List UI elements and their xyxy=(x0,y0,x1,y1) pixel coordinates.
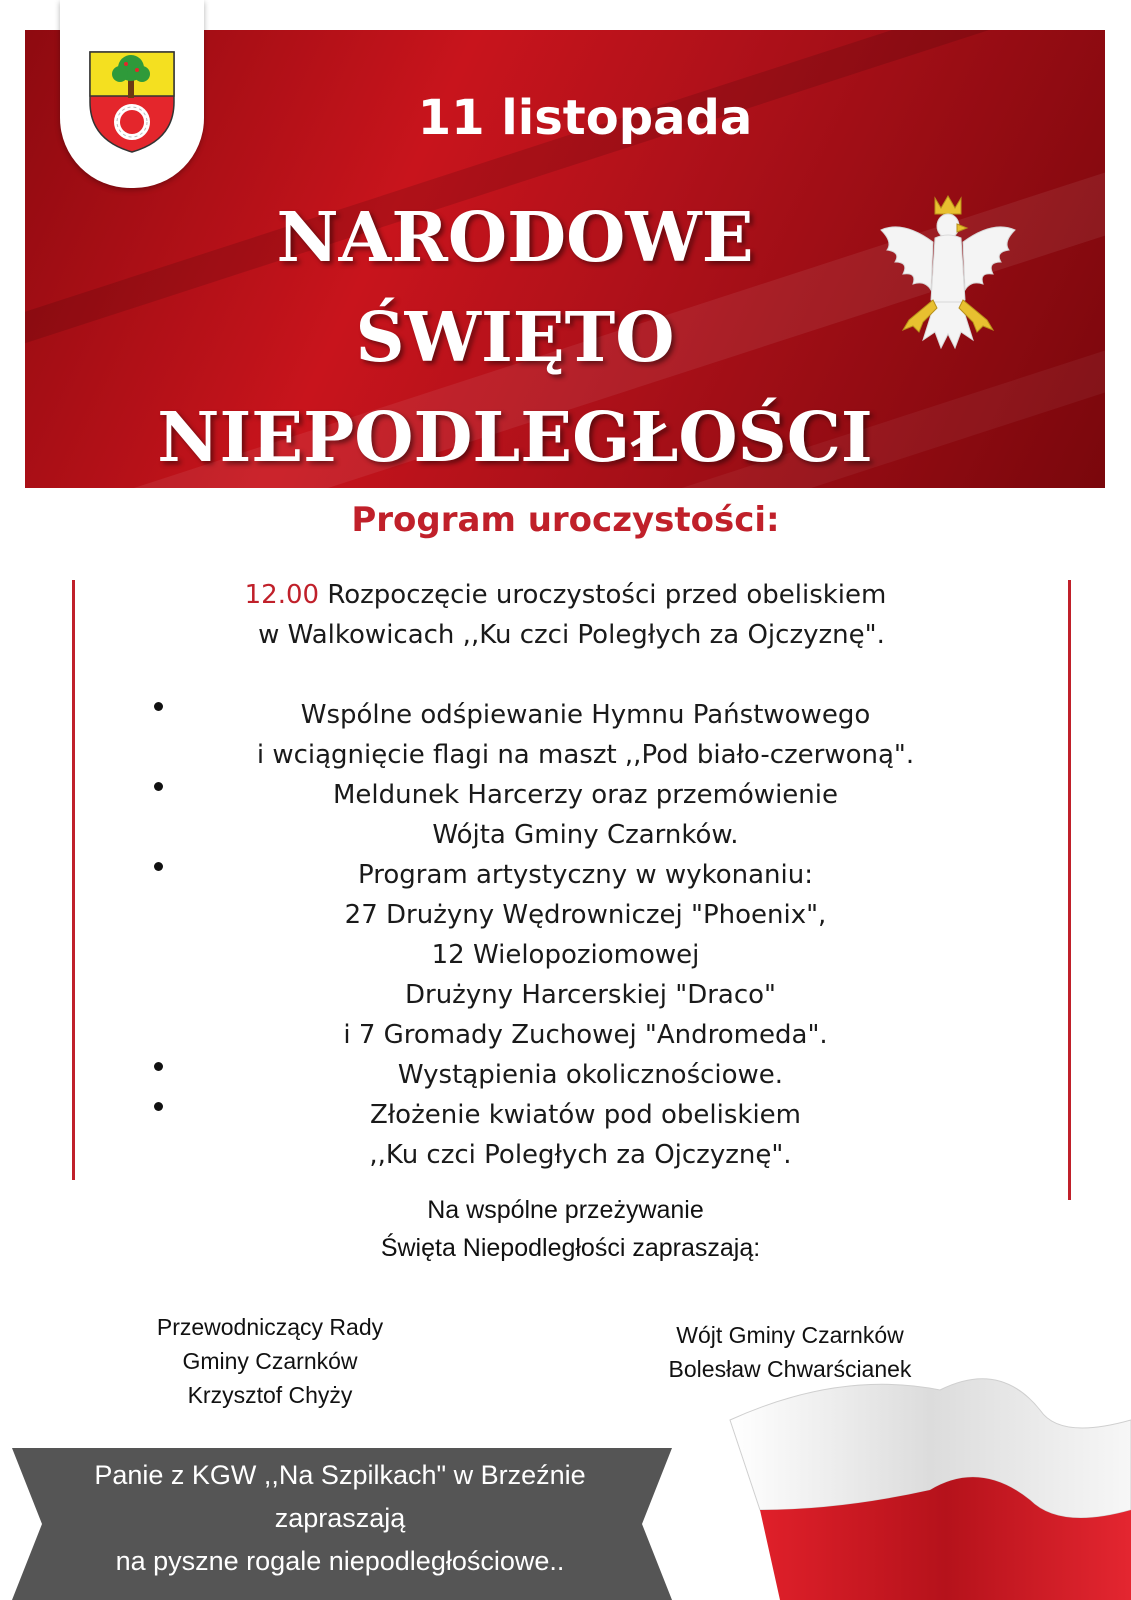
footer-line: zapraszają xyxy=(274,1503,406,1533)
crest-tab xyxy=(60,0,204,188)
polish-flag-icon xyxy=(700,1360,1131,1600)
program-intro-line: 12.00 Rozpoczęcie uroczystości przed obeliskiem xyxy=(244,580,887,610)
signatory-council-chair xyxy=(110,1310,430,1412)
footer-message xyxy=(60,1454,620,1583)
program-item: Meldunek Harcerzy oraz przemówienie xyxy=(332,780,838,810)
footer-line: na pyszne rogale niepodległościowe.. xyxy=(115,1546,565,1576)
program-item: Program artystyczny w wykonaniu: xyxy=(358,860,813,890)
footer-line: Panie z KGW ,,Na Szpilkach" w Brzeźnie xyxy=(94,1460,586,1490)
program-item: 27 Drużyny Wędrowniczej "Phoenix", xyxy=(344,900,827,930)
program-item: 12 Wielopoziomowej xyxy=(431,940,700,970)
signatory-line: Przewodniczący Rady xyxy=(156,1314,384,1340)
program-item: i 7 Gromady Zuchowej "Andromeda". xyxy=(343,1020,828,1050)
white-eagle-icon xyxy=(873,190,1023,370)
program-item: ,,Ku czci Poległych za Ojczyznę". xyxy=(369,1140,792,1170)
program-heading: Program uroczystości: xyxy=(351,500,780,540)
program-item: Wójta Gminy Czarnków. xyxy=(432,820,739,850)
signatory-line: Krzysztof Chyży xyxy=(187,1382,353,1408)
title-line-2: ŚWIĘTO xyxy=(355,298,675,378)
program-intro-line: w Walkowicach ,,Ku czci Poległych za Ojczyznę". xyxy=(258,620,885,650)
invitation-line: Na wspólne przeżywanie xyxy=(427,1196,704,1224)
signatory-line: Bolesław Chwarścianek xyxy=(668,1356,912,1382)
program-item: Wystąpienia okolicznościowe. xyxy=(397,1060,784,1090)
program-item: Złożenie kwiatów pod obeliskiem xyxy=(369,1100,801,1130)
program-item: i wciągnięcie flagi na maszt ,,Pod biało-czerwoną". xyxy=(256,740,915,770)
coat-of-arms-icon xyxy=(88,50,176,154)
event-date: 11 listopada xyxy=(417,90,753,146)
signatory-line: Wójt Gminy Czarnków xyxy=(676,1322,904,1348)
title-line-3: NIEPODLEGŁOŚCI xyxy=(157,398,873,478)
invitation-line: Święta Niepodległości zapraszają: xyxy=(380,1234,761,1262)
program-item: Drużyny Harcerskiej "Draco" xyxy=(404,980,776,1010)
program-item: Wspólne odśpiewanie Hymnu Państwowego xyxy=(300,700,871,730)
start-time: 12.00 xyxy=(244,580,320,610)
signatory-line: Gminy Czarnków xyxy=(182,1348,358,1374)
title-line-1: NARODOWE xyxy=(276,198,754,278)
event-title xyxy=(155,188,875,488)
